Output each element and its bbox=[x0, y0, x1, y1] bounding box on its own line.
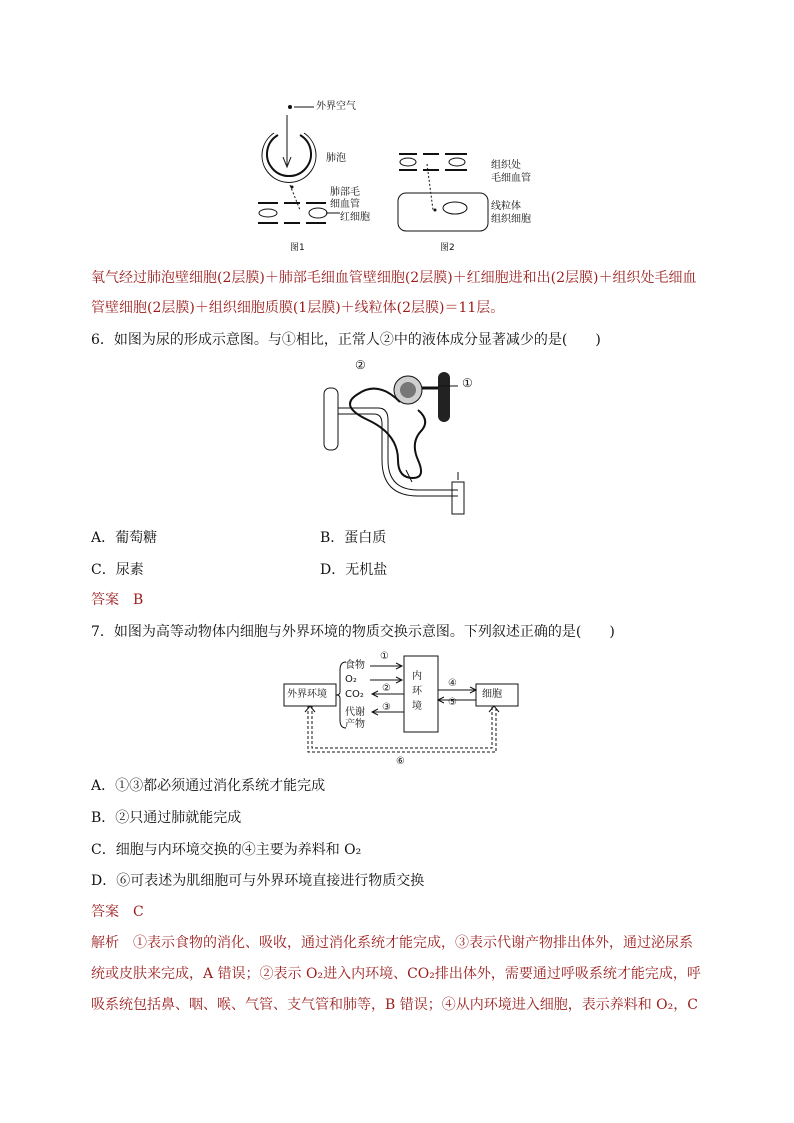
label-n1: ① bbox=[380, 651, 389, 662]
q7-option-d: D．⑥可表述为肌细胞可与外界环境直接进行物质交换 bbox=[91, 873, 425, 889]
q6-answer: 答案 B bbox=[91, 592, 144, 608]
q7-analysis-line-3: 吸系统包括鼻、咽、喉、气管、支气管和肺等，B 错误；④从内环境进入细胞，表示养料和 O₂，C bbox=[91, 997, 698, 1013]
label-2: ② bbox=[355, 358, 366, 372]
node-internal-1: 内 bbox=[412, 671, 422, 682]
exchange-diagram bbox=[280, 648, 530, 773]
q7-option-b: B．②只通过肺就能完成 bbox=[91, 810, 242, 826]
q7-option-c: C．细胞与内环境交换的④主要为养料和 O₂ bbox=[91, 842, 362, 858]
label-mitochondria: 线粒体 bbox=[491, 201, 521, 212]
figure-1-caption: 图1 bbox=[290, 243, 305, 253]
label-waste-2: 产物 bbox=[345, 719, 365, 730]
q7-answer: 答案 C bbox=[91, 904, 144, 920]
explanation-line-2: 管壁细胞(2层膜)＋组织细胞质膜(1层膜)＋线粒体(2层膜)＝11层。 bbox=[91, 300, 505, 316]
label-outside-air: 外界空气 bbox=[316, 101, 356, 112]
question-6-stem: 6．如图为尿的形成示意图。与①相比，正常人②中的液体成分显著减少的是( ) bbox=[91, 332, 601, 348]
node-outside-environment: 外界环境 bbox=[287, 689, 327, 700]
label-food: 食物 bbox=[345, 660, 365, 671]
node-internal-2: 环 bbox=[412, 686, 422, 697]
tissue-diagram bbox=[395, 148, 495, 243]
label-lung-capillary-1: 肺部毛 bbox=[330, 187, 360, 198]
q7-option-a: A．①③都必须通过消化系统才能完成 bbox=[91, 778, 326, 794]
alveolus-diagram bbox=[250, 95, 380, 255]
exchange-diagram-svg bbox=[280, 648, 530, 773]
label-tissue-cell: 组织细胞 bbox=[491, 214, 531, 225]
label-n3: ③ bbox=[382, 702, 391, 713]
q6-option-c: C．尿素 bbox=[91, 562, 144, 578]
label-n2: ② bbox=[382, 683, 391, 694]
label-tissue-capillary-2: 毛细血管 bbox=[491, 173, 531, 184]
figure-2-caption: 图2 bbox=[440, 243, 455, 253]
label-waste-1: 代谢 bbox=[345, 707, 365, 718]
q7-analysis-line-2: 统或皮肤来完成，A 错误；②表示 O₂进入内环境、CO₂排出体外，需要通过呼吸系统才能完成，呼 bbox=[91, 966, 701, 982]
q7-analysis-line-1: 解析 ①表示食物的消化、吸收，通过消化系统才能完成，③表示代谢产物排出体外，通过泌尿系 bbox=[91, 935, 693, 951]
q6-option-a: A．葡萄糖 bbox=[91, 530, 158, 546]
node-cell: 细胞 bbox=[482, 689, 502, 700]
explanation-line-1: 氧气经过肺泡壁细胞(2层膜)＋肺部毛细血管壁细胞(2层膜)＋红细胞进和出(2层膜)＋组织处毛细血 bbox=[91, 270, 697, 286]
q6-option-b: B．蛋白质 bbox=[320, 530, 387, 546]
label-n4: ④ bbox=[448, 678, 457, 689]
label-alveolus: 肺泡 bbox=[326, 153, 346, 164]
label-n5: ⑤ bbox=[448, 697, 457, 708]
label-tissue-capillary-1: 组织处 bbox=[491, 160, 521, 171]
q6-option-d: D．无机盐 bbox=[320, 562, 388, 578]
label-n6: ⑥ bbox=[396, 756, 405, 767]
node-internal-3: 境 bbox=[412, 701, 422, 712]
label-red-blood-cell: 红细胞 bbox=[340, 212, 370, 223]
question-7-stem: 7．如图为高等动物体内细胞与外界环境的物质交换示意图。下列叙述正确的是( ) bbox=[91, 624, 615, 640]
label-o2: O₂ bbox=[345, 674, 357, 685]
label-lung-capillary-2: 细血管 bbox=[330, 199, 360, 210]
figure-2 bbox=[395, 148, 495, 243]
label-co2: CO₂ bbox=[345, 689, 364, 700]
figure-1 bbox=[250, 95, 380, 255]
label-1: ① bbox=[462, 376, 473, 390]
